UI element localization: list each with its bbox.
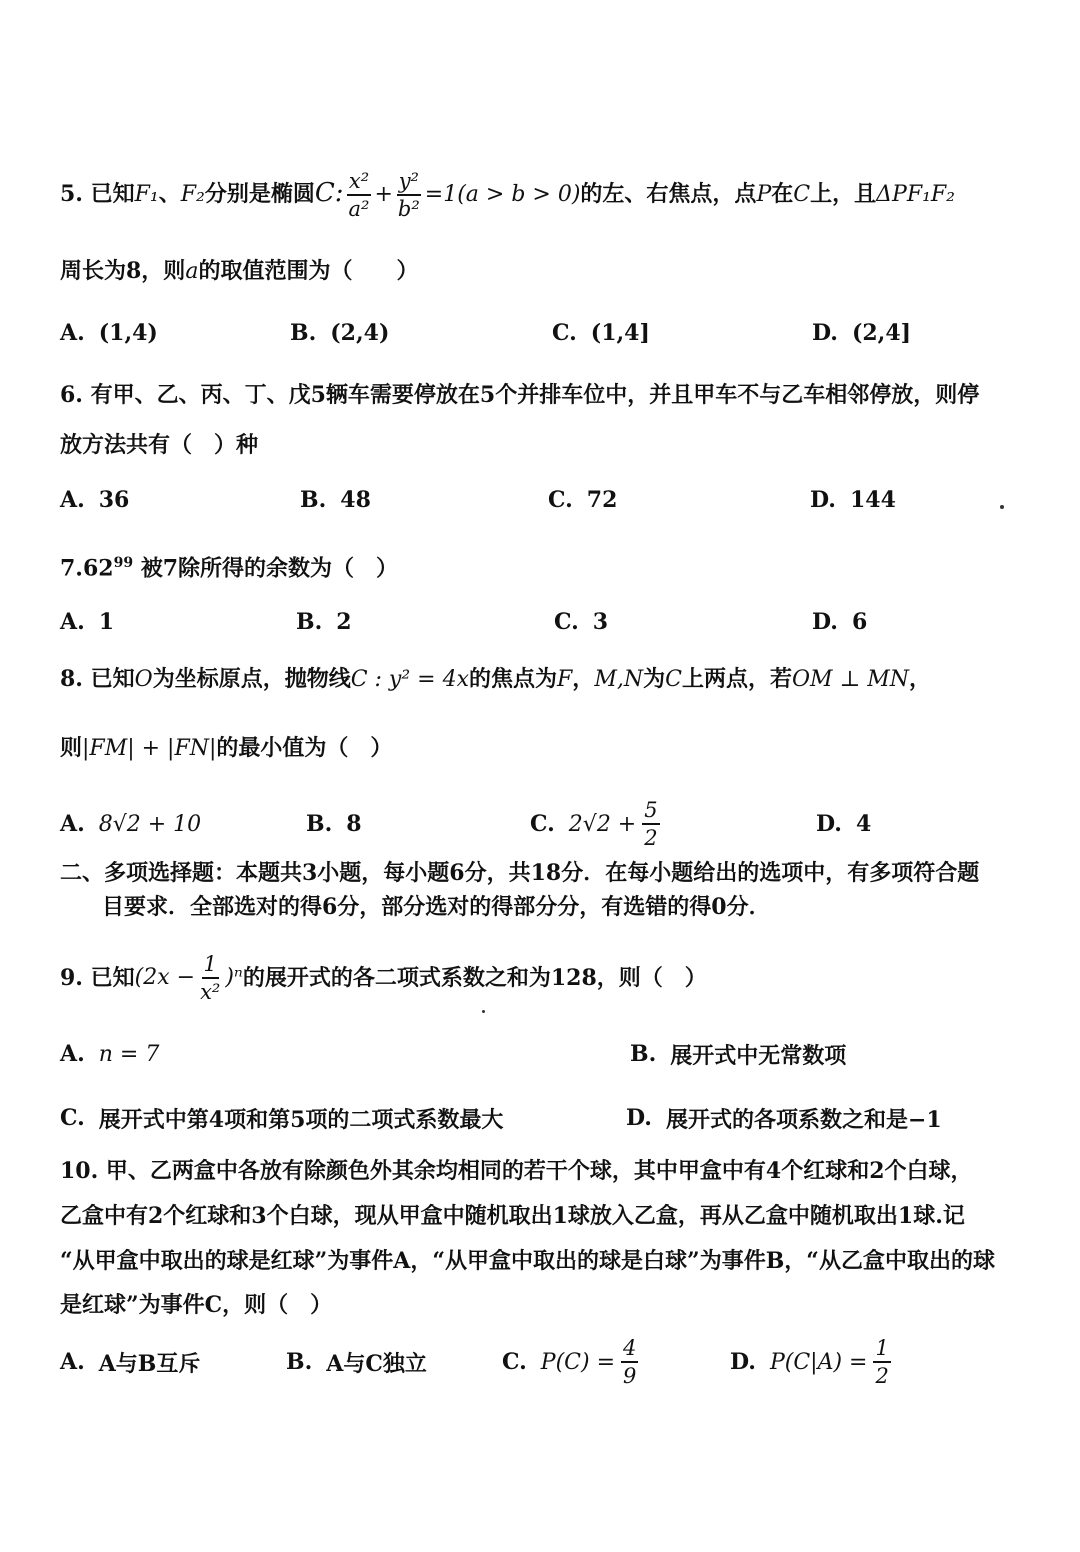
option-value: 144 bbox=[849, 487, 896, 513]
frac-num: 1 bbox=[202, 951, 219, 979]
q8-p5: 为 bbox=[643, 666, 666, 692]
option-value: 展开式中无常数项 bbox=[670, 1042, 847, 1069]
option-label: D. bbox=[812, 320, 838, 346]
q5-frac-x-den: a² bbox=[348, 197, 370, 221]
q7-exponent: 99 bbox=[113, 555, 134, 571]
option-value: P(C) = bbox=[540, 1349, 616, 1375]
option-label: A. bbox=[60, 1349, 85, 1375]
q8-c: C bbox=[665, 667, 682, 692]
option-value: n = 7 bbox=[98, 1041, 160, 1067]
q8-p1: 8. 已知 bbox=[60, 666, 135, 692]
q7-option-a bbox=[60, 602, 114, 642]
option-value: 4 bbox=[855, 811, 872, 837]
section2-heading bbox=[60, 856, 1010, 924]
frac-num: 4 bbox=[621, 1335, 638, 1363]
option-label: A. bbox=[60, 320, 85, 346]
option-label: B. bbox=[300, 487, 327, 513]
option-label: C. bbox=[552, 320, 577, 346]
q5-mid2: 的左、右焦点，点 bbox=[580, 181, 757, 207]
q9-option-b bbox=[630, 1034, 846, 1074]
option-value: 2 bbox=[336, 609, 352, 635]
q9-p2: 的展开式的各二项式系数之和为128，则（ ） bbox=[242, 965, 707, 991]
q10-option-d-frac bbox=[873, 1335, 890, 1389]
option-label: B. bbox=[296, 609, 323, 635]
option-value: 3 bbox=[592, 609, 609, 635]
q8-p6: 上两点，若 bbox=[681, 666, 792, 692]
q8-p2: 为坐标原点，抛物线 bbox=[152, 666, 351, 692]
q8-perp: OM ⊥ MN bbox=[791, 667, 909, 692]
q8-option-c bbox=[530, 796, 663, 852]
q8-p4: ， bbox=[572, 666, 595, 692]
frac-den: 2 bbox=[644, 826, 658, 850]
q8-line2a: 则 bbox=[60, 735, 83, 761]
q6-option-b bbox=[300, 480, 371, 520]
frac-den: x² bbox=[200, 980, 221, 1004]
q8-line1 bbox=[60, 664, 1010, 695]
q5-frac-y-den: b² bbox=[397, 197, 420, 221]
q8-option-c-frac bbox=[642, 797, 659, 851]
frac-den: 2 bbox=[875, 1364, 889, 1388]
option-value: 48 bbox=[340, 487, 371, 513]
q5-mid4: 上，且 bbox=[810, 181, 877, 207]
q5-option-b bbox=[290, 313, 389, 353]
q6-options bbox=[60, 480, 1010, 520]
q8-p3: 的焦点为 bbox=[469, 666, 558, 692]
q5-eq: =1(a > b > 0) bbox=[424, 182, 581, 207]
frac-num: 1 bbox=[873, 1335, 890, 1363]
q8-line2b: 的最小值为（ ） bbox=[216, 735, 393, 761]
q7-option-b bbox=[296, 602, 352, 642]
option-label: D. bbox=[812, 609, 838, 635]
option-label: D. bbox=[730, 1349, 756, 1375]
q9-line bbox=[60, 950, 1010, 1006]
q9-expr-pre: (2x − bbox=[134, 965, 196, 990]
q7-rest: 被7除所得的余数为（ ） bbox=[133, 555, 399, 582]
q10-line2: 乙盒中有2个红球和3个白球，现从甲盒中随机取出1球放入乙盒，再从乙盒中随机取出1球.记 bbox=[60, 1203, 965, 1229]
option-label: A. bbox=[60, 609, 85, 635]
option-value: 8√2 + 10 bbox=[98, 811, 202, 837]
q8-option-d bbox=[816, 804, 871, 844]
q9-option-c bbox=[60, 1098, 503, 1138]
q6-option-a bbox=[60, 480, 129, 520]
option-value: P(C|A) = bbox=[769, 1349, 868, 1375]
q7-line bbox=[60, 548, 1010, 583]
q9-frac bbox=[198, 951, 222, 1005]
q8-mn: M,N bbox=[594, 667, 644, 692]
q8-expr: |FM| + |FN| bbox=[82, 736, 217, 761]
option-value: (1,4) bbox=[98, 320, 158, 346]
option-value: (2,4] bbox=[851, 320, 912, 346]
option-label: A. bbox=[60, 487, 85, 513]
q8-option-b bbox=[306, 804, 362, 844]
q5-line1 bbox=[60, 168, 1010, 222]
scan-speck bbox=[1000, 505, 1004, 509]
q9-p1: 9. 已知 bbox=[60, 965, 135, 991]
q8-options bbox=[60, 796, 1010, 852]
option-label: A. bbox=[60, 811, 85, 837]
option-value: 展开式中第4项和第5项的二项式系数最大 bbox=[98, 1106, 504, 1133]
q5-prefix: 5. 已知 bbox=[60, 181, 135, 207]
q5-p: P bbox=[756, 182, 772, 207]
option-label: B. bbox=[286, 1349, 313, 1375]
q5-options bbox=[60, 313, 1010, 353]
scan-speck bbox=[482, 1010, 485, 1013]
option-label: B. bbox=[306, 811, 333, 837]
q10-line1: 10. 甲、乙两盒中各放有除颜色外其余均相同的若干个球，其中甲盒中有4个红球和2个白球， bbox=[60, 1158, 973, 1184]
option-label: C. bbox=[60, 1105, 85, 1131]
option-label: A. bbox=[60, 1041, 85, 1067]
q5-c-label: C: bbox=[314, 178, 344, 208]
option-label: B. bbox=[630, 1041, 657, 1067]
q6-line1: 6. 有甲、乙、丙、丁、戊5辆车需要停放在5个并排车位中，并且甲车不与乙车相邻停放，则停 bbox=[60, 382, 980, 408]
q10-option-b bbox=[286, 1342, 427, 1382]
q5-f1: F₁ bbox=[134, 182, 159, 207]
q7-options bbox=[60, 602, 1010, 642]
q7-base: 7.62 bbox=[60, 555, 114, 582]
option-value: 72 bbox=[586, 487, 618, 513]
section2-line1: 二、多项选择题：本题共3小题，每小题6分，共18分．在每小题给出的选项中，有多项符合题 bbox=[60, 860, 980, 886]
q5-mid3: 在 bbox=[771, 181, 794, 207]
option-label: B. bbox=[290, 320, 317, 346]
q7-option-c bbox=[554, 602, 608, 642]
q5-f2: F₂ bbox=[180, 182, 205, 207]
q10-line4: 是红球”为事件C，则（ ） bbox=[60, 1292, 333, 1318]
option-value: 8 bbox=[346, 811, 362, 837]
q6-line2: 放方法共有（ ）种 bbox=[60, 432, 259, 458]
q8-o: O bbox=[134, 667, 153, 692]
q5-option-c bbox=[552, 313, 650, 353]
q9-option-a bbox=[60, 1034, 159, 1074]
q5-line2b: 的取值范围为（ ） bbox=[198, 258, 419, 284]
option-value: (2,4) bbox=[330, 320, 390, 346]
q8-curve: C : y² = 4x bbox=[350, 667, 470, 692]
q6-option-d bbox=[810, 480, 896, 520]
q10-option-d bbox=[730, 1334, 894, 1390]
option-label: C. bbox=[530, 811, 555, 837]
q9-expr-post: )ⁿ bbox=[225, 965, 243, 990]
option-label: C. bbox=[502, 1349, 527, 1375]
option-value: 6 bbox=[851, 609, 868, 635]
q8-line2 bbox=[60, 733, 1010, 764]
q9-options-row1 bbox=[60, 1034, 1010, 1074]
q5-frac-y-num: y² bbox=[397, 168, 421, 196]
q10-line3: “从甲盒中取出的球是红球”为事件A，“从甲盒中取出的球是白球”为事件B，“从乙盒中取出的球 bbox=[60, 1248, 995, 1274]
q7-option-d bbox=[812, 602, 867, 642]
option-label: D. bbox=[626, 1105, 652, 1131]
option-value: A与C独立 bbox=[326, 1350, 427, 1377]
q5-frac-x-num: x² bbox=[347, 168, 371, 196]
q9-option-d bbox=[626, 1098, 942, 1138]
q5-c2: C bbox=[793, 182, 811, 207]
q5-plus: + bbox=[374, 182, 393, 207]
q5-line2 bbox=[60, 256, 1010, 287]
q5-triangle: ΔPF₁F₂ bbox=[876, 182, 955, 207]
option-value: 36 bbox=[98, 487, 130, 513]
q6-option-c bbox=[548, 480, 617, 520]
option-label: C. bbox=[548, 487, 573, 513]
option-value: 2√2 + bbox=[568, 811, 637, 837]
option-value: 展开式的各项系数之和是−1 bbox=[665, 1106, 942, 1133]
q10-option-c bbox=[502, 1334, 641, 1390]
section2-line2: 目要求．全部选对的得6分，部分选对的得部分分，有选错的得0分． bbox=[102, 894, 771, 920]
q5-mid1: 分别是椭圆 bbox=[204, 181, 315, 207]
q5-option-a bbox=[60, 313, 158, 353]
option-label: D. bbox=[816, 811, 842, 837]
q5-option-d bbox=[812, 313, 911, 353]
q5-a: a bbox=[185, 259, 199, 284]
option-label: D. bbox=[810, 487, 836, 513]
q10-option-c-frac bbox=[621, 1335, 638, 1389]
option-value: A与B互斥 bbox=[98, 1350, 201, 1377]
q5-frac-y bbox=[396, 168, 422, 222]
q5-frac-x bbox=[347, 168, 372, 222]
option-value: (1,4] bbox=[590, 320, 650, 346]
frac-den: 9 bbox=[623, 1364, 637, 1388]
q5-line2a: 周长为8，则 bbox=[60, 258, 186, 284]
q10-option-a bbox=[60, 1342, 200, 1382]
q9-options-row2 bbox=[60, 1098, 1010, 1138]
frac-num: 5 bbox=[642, 797, 659, 825]
q8-p7: ， bbox=[908, 666, 931, 692]
option-label: C. bbox=[554, 609, 579, 635]
q5-sep: 、 bbox=[158, 181, 181, 207]
q8-f: F bbox=[557, 667, 573, 692]
q8-option-a bbox=[60, 804, 201, 844]
option-value: 1 bbox=[98, 609, 115, 635]
q10-options bbox=[60, 1334, 1010, 1390]
